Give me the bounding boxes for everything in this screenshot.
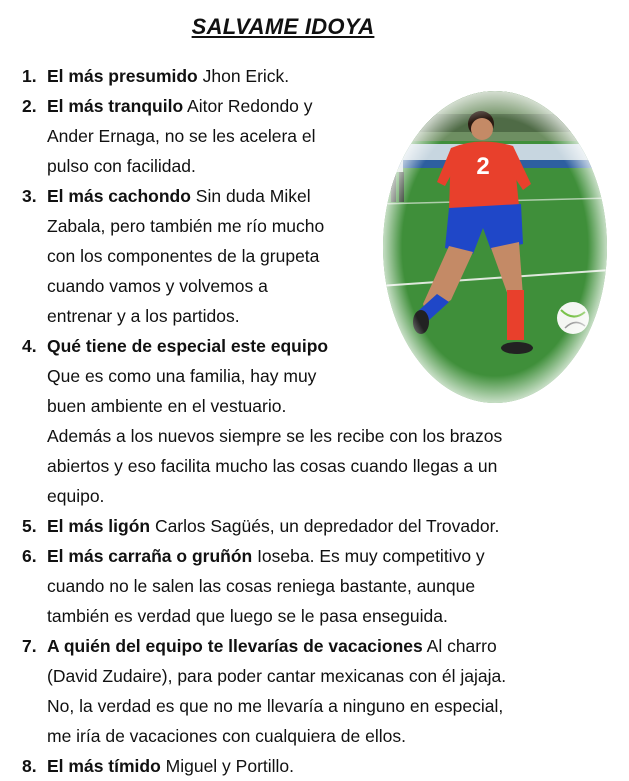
item-number: 5. — [22, 516, 37, 536]
answer-line: Al charro — [422, 636, 497, 656]
item-number: 8. — [22, 756, 37, 776]
item-number: 7. — [22, 636, 37, 656]
question: Qué tiene de especial este equipo — [47, 336, 329, 356]
item-number: 1. — [22, 66, 37, 86]
answer-line: Sin duda Mikel — [190, 186, 311, 206]
answer-line: No, la verdad es que no me llevaría a ninguno en especial, — [47, 696, 504, 716]
answer-line: Aitor Redondo y — [183, 96, 313, 116]
answer-line: Jhon Erick. — [197, 66, 290, 86]
answer-line: Que es como una familia, hay muy — [47, 366, 317, 386]
answer-line: Carlos Sagüés, un depredador del Trovador. — [150, 516, 500, 536]
answer-line: me iría de vacaciones con cualquiera de ellos. — [47, 726, 406, 746]
answer-line: Ander Ernaga, no se les acelera el — [47, 126, 316, 146]
answer-line: Ioseba. Es muy competitivo y — [252, 546, 485, 566]
question: El más presumido — [47, 66, 198, 86]
answer-line: Zabala, pero también me río mucho — [47, 216, 325, 236]
qa-item-6 — [22, 541, 622, 631]
question: El más tímido — [47, 756, 161, 776]
item-number: 3. — [22, 186, 37, 206]
item-number: 6. — [22, 546, 37, 566]
question: El más carraña o gruñón — [47, 546, 253, 566]
answer-line: pulso con facilidad. — [47, 156, 196, 176]
question: El más tranquilo — [47, 96, 184, 116]
answer-line: abiertos y eso facilita mucho las cosas cuando llegas a un — [47, 456, 498, 476]
answer-line: cuando vamos y volvemos a — [47, 276, 268, 296]
page-title: SALVAME IDOYA — [191, 14, 375, 39]
answer-line: entrenar y a los partidos. — [47, 306, 240, 326]
qa-item-8 — [22, 751, 622, 781]
qa-item-5 — [22, 511, 622, 541]
question: El más cachondo — [47, 186, 191, 206]
item-number: 4. — [22, 336, 37, 356]
answer-line: Miguel y Portillo. — [160, 756, 295, 776]
answer-line: (David Zudaire), para poder cantar mexicanas con él jajaja. — [47, 666, 507, 686]
answer-line: con los componentes de la grupeta — [47, 246, 320, 266]
answer-line: cuando no le salen las cosas reniega bastante, aunque — [47, 576, 476, 596]
item-number: 2. — [22, 96, 37, 116]
answer-line: equipo. — [47, 486, 105, 506]
answer-line: también es verdad que luego se le pasa enseguida. — [47, 606, 448, 626]
answer-line: buen ambiente en el vestuario. — [47, 396, 287, 416]
qa-item-7 — [22, 631, 622, 751]
question: El más ligón — [47, 516, 151, 536]
answer-line: Además a los nuevos siempre se les recibe con los brazos — [47, 426, 503, 446]
question: A quién del equipo te llevarías de vacaciones — [47, 636, 423, 656]
player-photo — [379, 86, 611, 408]
